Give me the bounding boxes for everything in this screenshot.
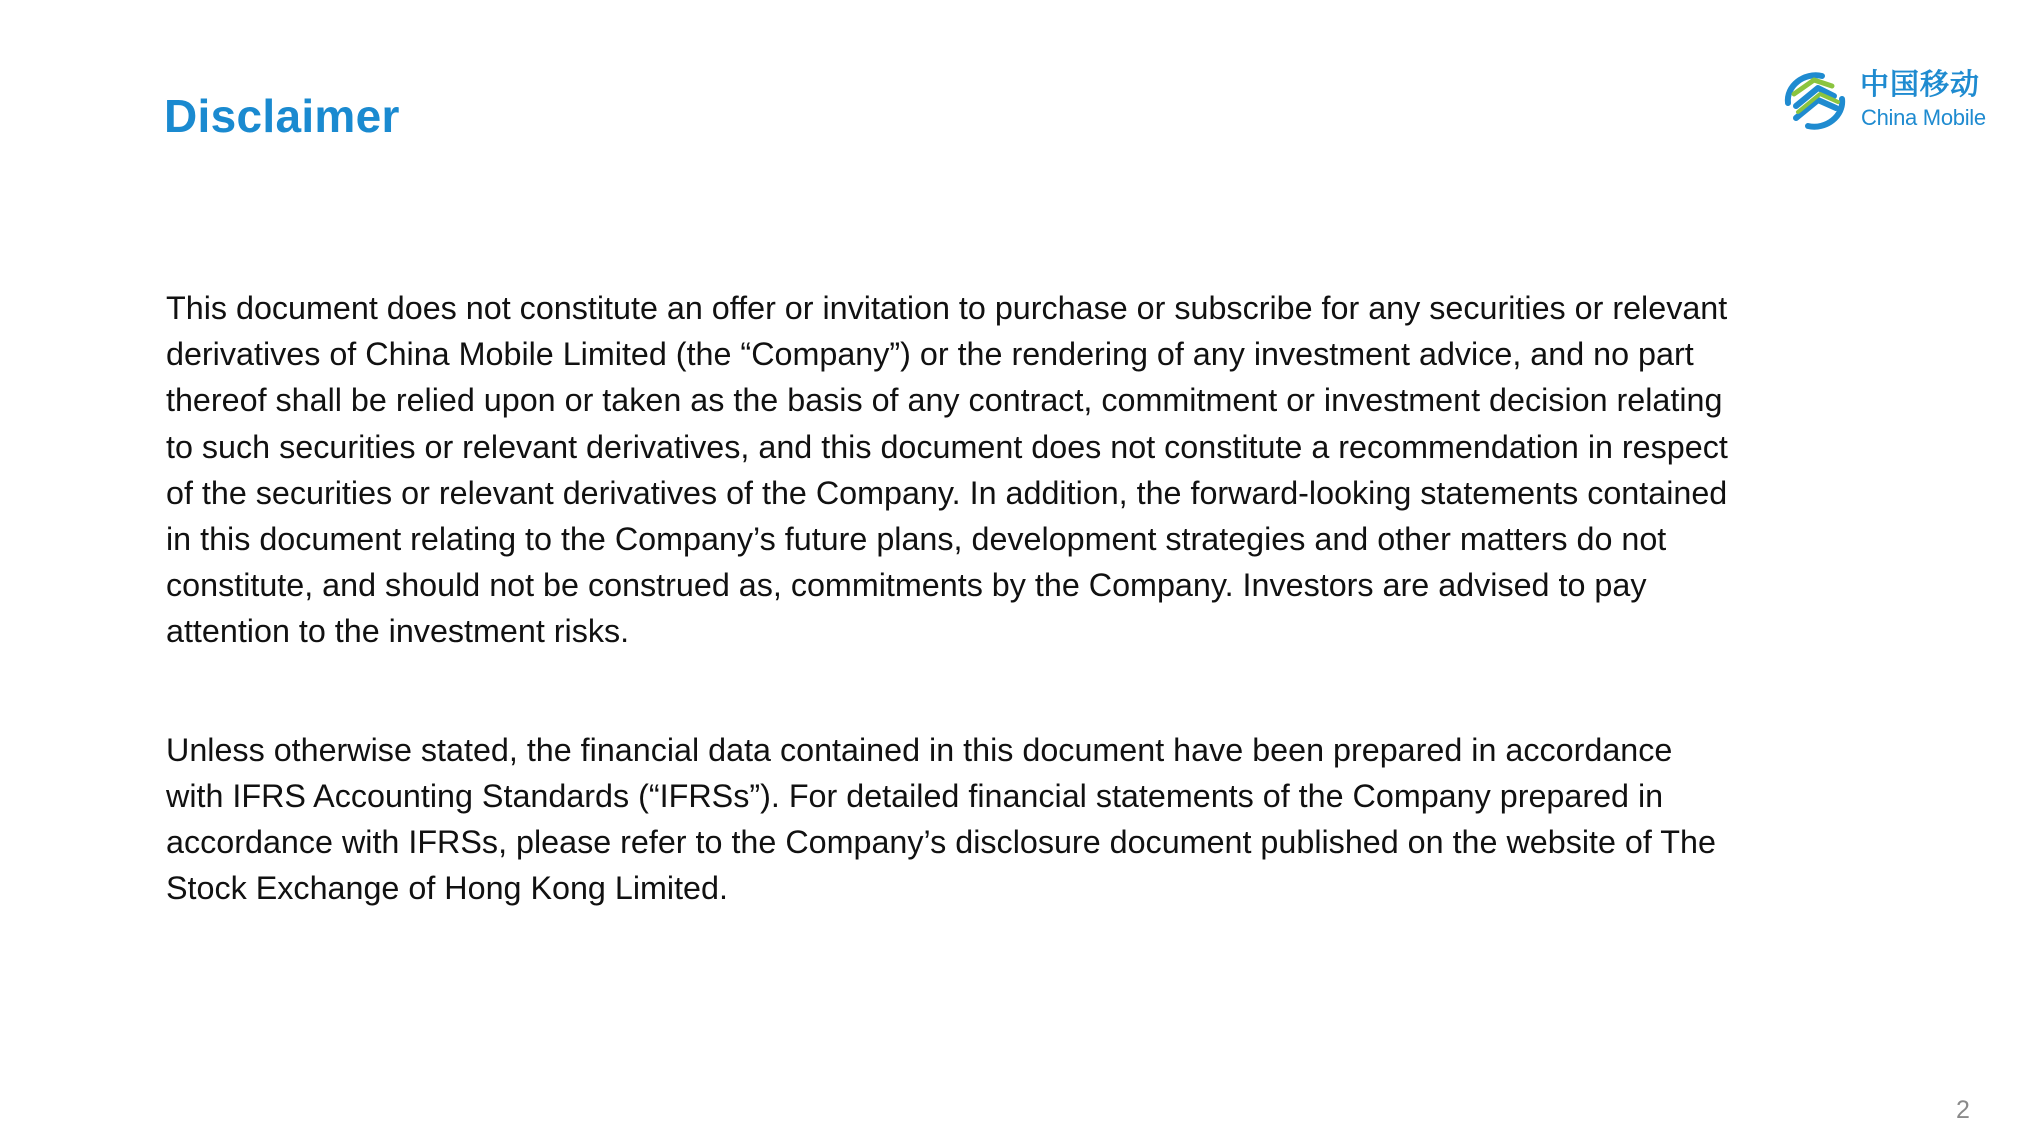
paragraph-line: with IFRS Accounting Standards (“IFRSs”). For detailed financial statements of the Company prepared in [166, 777, 1664, 814]
logo-chinese-name: 中国移动 [1860, 67, 1981, 101]
paragraph-line: Unless otherwise stated, the financial data contained in this document have been prepared in accordance [166, 731, 1673, 768]
paragraph-line: Stock Exchange of Hong Kong Limited. [166, 870, 728, 907]
paragraph-line: accordance with IFRSs, please refer to the Company’s disclosure document published on the website of The [166, 824, 1716, 861]
disclaimer-body [166, 285, 1826, 911]
paragraph-line: in this document relating to the Company’s future plans, development strategies and other matters do not [166, 521, 1667, 558]
china-mobile-logo [1780, 66, 2000, 136]
paragraph-line: derivatives of China Mobile Limited (the “Company”) or the rendering of any investment advice, and no part [166, 336, 1694, 373]
paragraph-line: attention to the investment risks. [166, 613, 630, 650]
page-title: Disclaimer [164, 89, 400, 142]
paragraph-line: to such securities or relevant derivatives, and this document does not constitute a recommendation in respect [166, 428, 1728, 465]
page-number: 2 [1956, 1096, 1970, 1124]
disclaimer-paragraph [166, 285, 1826, 655]
logo-english-name: China Mobile [1861, 105, 1986, 130]
paragraph-line: This document does not constitute an offer or invitation to purchase or subscribe for any securities or relevant [166, 290, 1728, 326]
paragraph-line: of the securities or relevant derivatives of the Company. In addition, the forward-looking statements contained [166, 474, 1728, 511]
china-mobile-swirl-icon [1780, 66, 1850, 136]
paragraph-line: constitute, and should not be construed as, commitments by the Company. Investors are advised to pay [166, 567, 1647, 604]
paragraph-line: thereof shall be relied upon or taken as the basis of any contract, commitment or investment decision relating [166, 382, 1723, 419]
financial-data-paragraph [166, 727, 1826, 912]
